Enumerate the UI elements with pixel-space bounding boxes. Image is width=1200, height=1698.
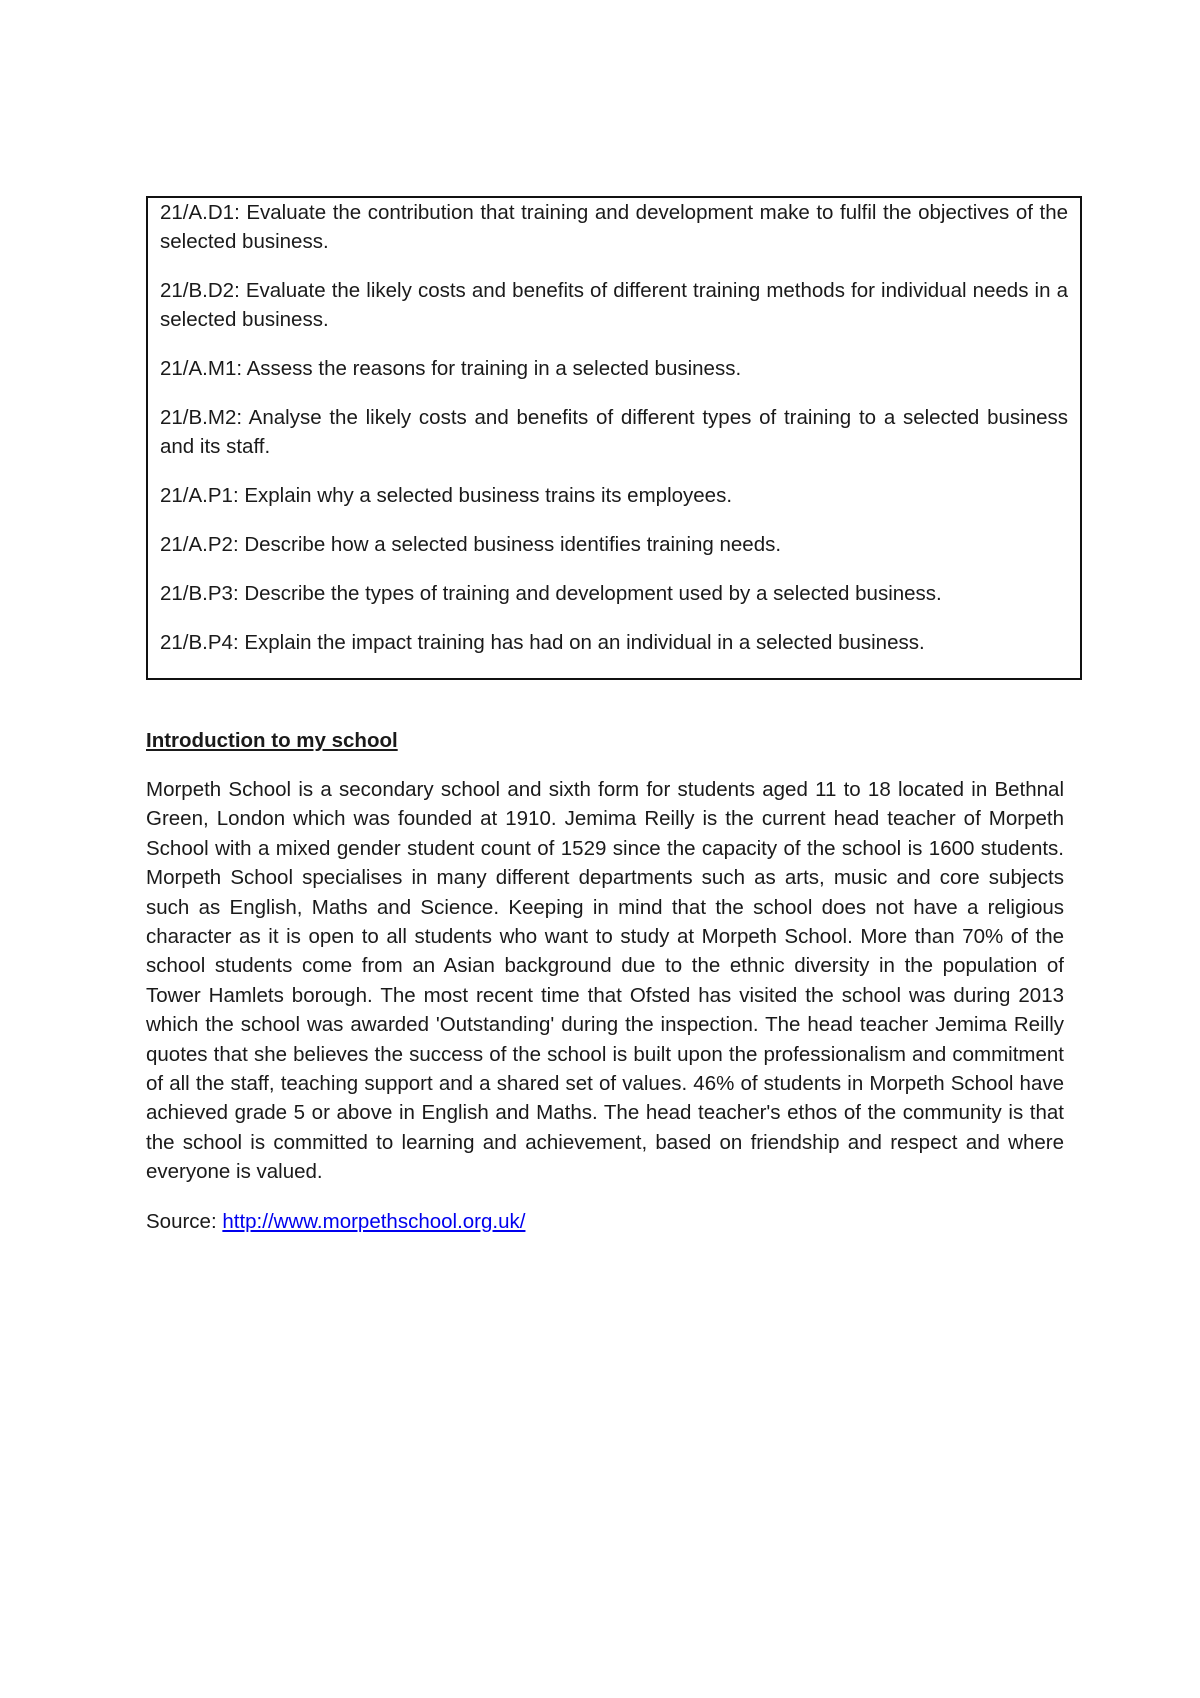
criterion-a-p2: 21/A.P2: Describe how a selected business identifies training needs. [160, 533, 782, 556]
criterion-b-m2: 21/B.M2: Analyse the likely costs and benefits of different types of training to a selected business and its staff. [160, 406, 1068, 458]
criterion-a-m1: 21/A.M1: Assess the reasons for training in a selected business. [160, 357, 742, 380]
source-line [146, 1207, 1064, 1236]
criterion-b-p3: 21/B.P3: Describe the types of training and development used by a selected business. [160, 582, 942, 605]
assessment-criteria-box [146, 196, 1082, 680]
criterion-b-p4: 21/B.P4: Explain the impact training has had on an individual in a selected business. [160, 631, 925, 654]
source-link[interactable]: http://www.morpethschool.org.uk/ [222, 1209, 526, 1233]
source-label: Source: [146, 1209, 223, 1233]
criterion-a-d1: 21/A.D1: Evaluate the contribution that training and development make to fulfil the objectives of the selected business. [160, 201, 1068, 253]
intro-section [146, 726, 1064, 1236]
section-heading: Introduction to my school [146, 729, 398, 752]
criteria-list [160, 198, 1068, 657]
intro-paragraph: Morpeth School is a secondary school and sixth form for students aged 11 to 18 located in Bethnal Green, London which was founded at 1910. Jemima Reilly is the current head teacher of Morpeth School with a mixed gender student count of 1529 since the capacity of the school is 1600 students. Morpeth School specialises in many different departments such as arts, music and core subjects such as English, Maths and Science. Keeping in mind that the school does not have a religious character as it is open to all students who want to study at Morpeth School. More than 70% of the school students come from an Asian background due to the ethnic diversity in the population of Tower Hamlets borough. The most recent time that Ofsted has visited the school was during 2013 which the school was awarded 'Outstanding' during the inspection. The head teacher Jemima Reilly quotes that she believes the success of the school is built upon the professionalism and commitment of all the staff, teaching support and a shared set of values. 46% of students in Morpeth School have achieved grade 5 or above in English and Maths. The head teacher's ethos of the community is that the school is committed to learning and achievement, based on friendship and respect and where everyone is valued. [146, 778, 1064, 1184]
criterion-a-p1: 21/A.P1: Explain why a selected business trains its employees. [160, 484, 733, 507]
criterion-b-d2: 21/B.D2: Evaluate the likely costs and benefits of different training methods for individual needs in a selected business. [160, 279, 1068, 331]
